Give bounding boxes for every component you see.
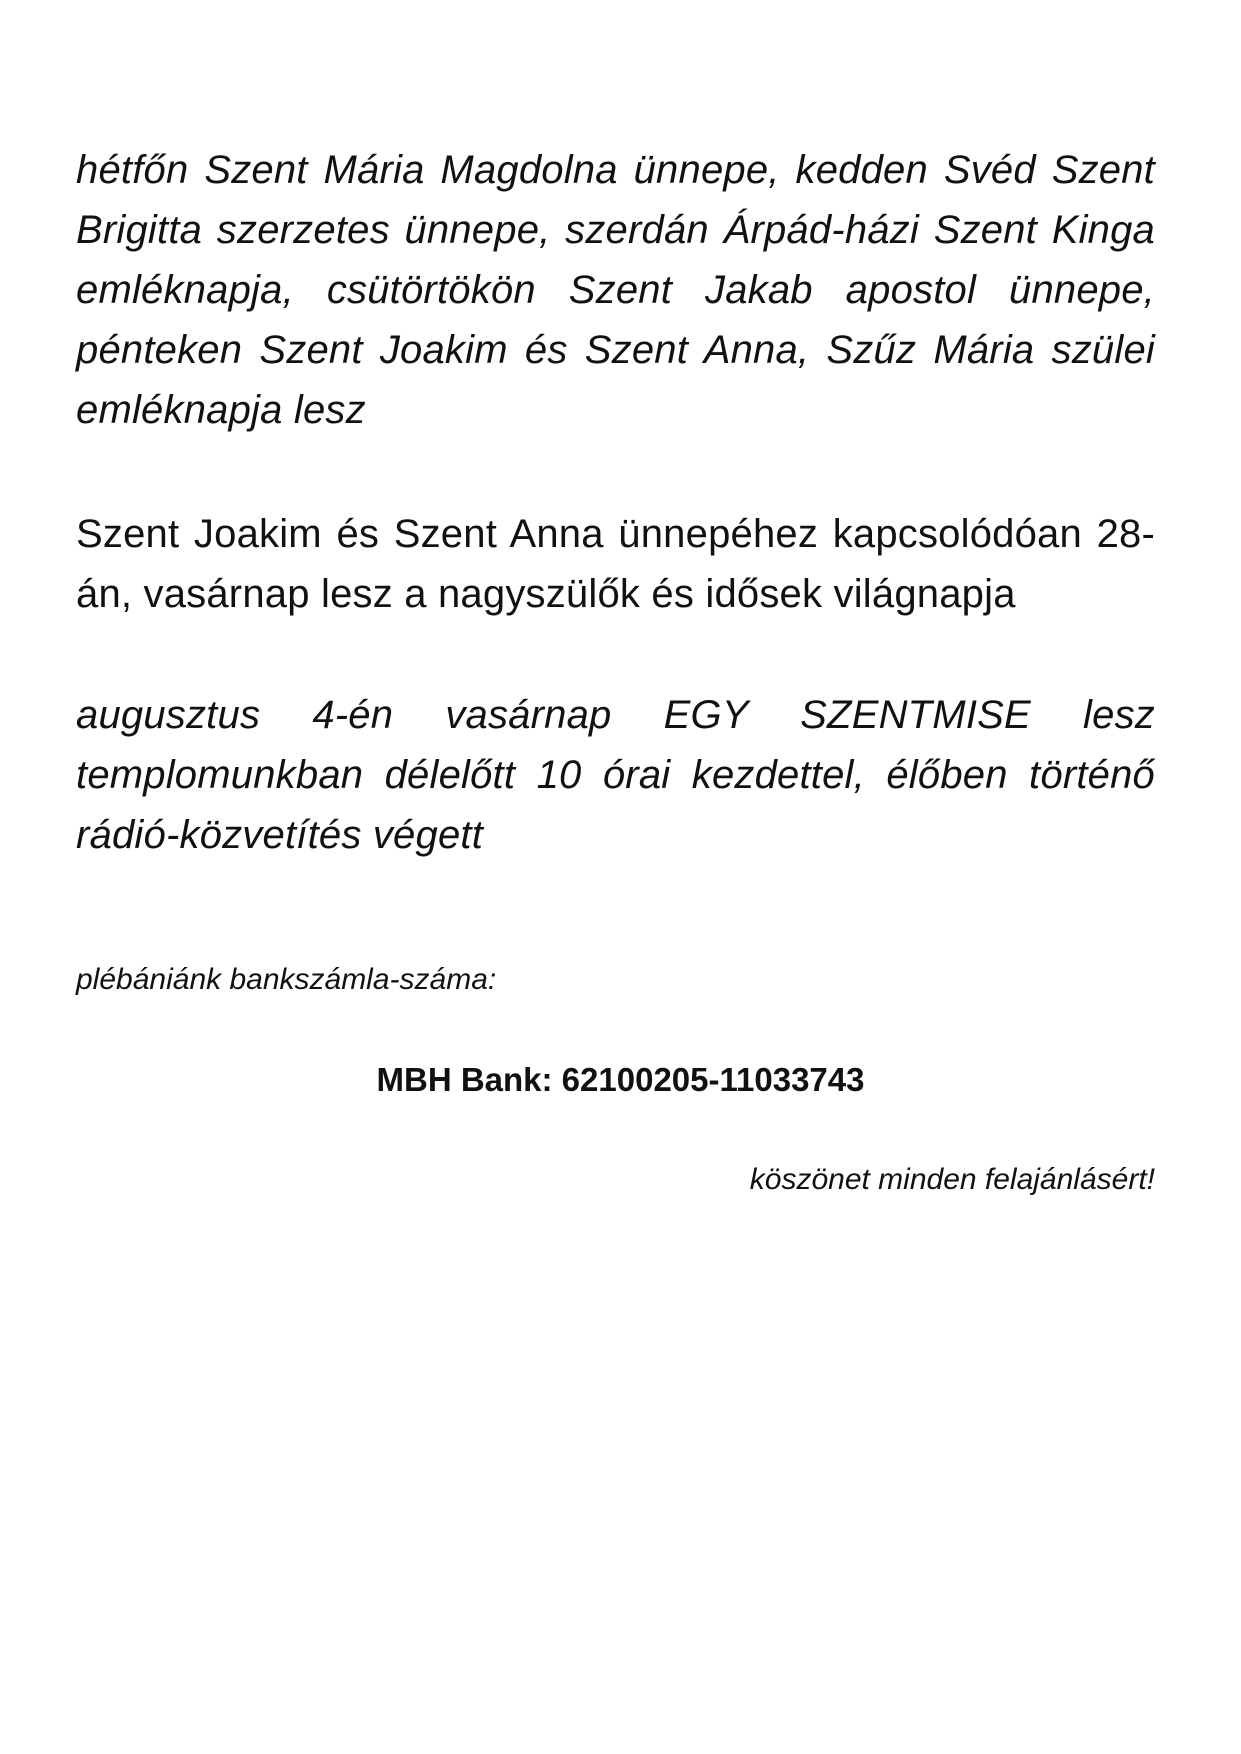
bank-account-number: MBH Bank: 62100205-11033743 <box>376 1061 865 1098</box>
radio-mass-announcement: augusztus 4-én vasárnap EGY SZENTMISE lesz templomunkban délelőtt 10 órai kezdettel, élőben történő rádió-közvetítés végett <box>76 693 1155 857</box>
grandparents-day-announcement: Szent Joakim és Szent Anna ünnepéhez kapcsolódóan 28-án, vasárnap lesz a nagyszülők és idősek világnapja <box>76 512 1155 616</box>
thanks-note: köszönet minden felajánlásért! <box>749 1163 1155 1196</box>
bank-account-label: plébániánk bankszámla-száma: <box>76 963 497 996</box>
feast-days-announcement: hétfőn Szent Mária Magdolna ünnepe, kedden Svéd Szent Brigitta szerzetes ünnepe, szerdán Árpád-házi Szent Kinga emléknapja, csütörtökön Szent Jakab apostol ünnepe, pénteken Szent Joakim és Szent Anna, Szűz Mária szülei emléknapja lesz <box>76 148 1155 432</box>
